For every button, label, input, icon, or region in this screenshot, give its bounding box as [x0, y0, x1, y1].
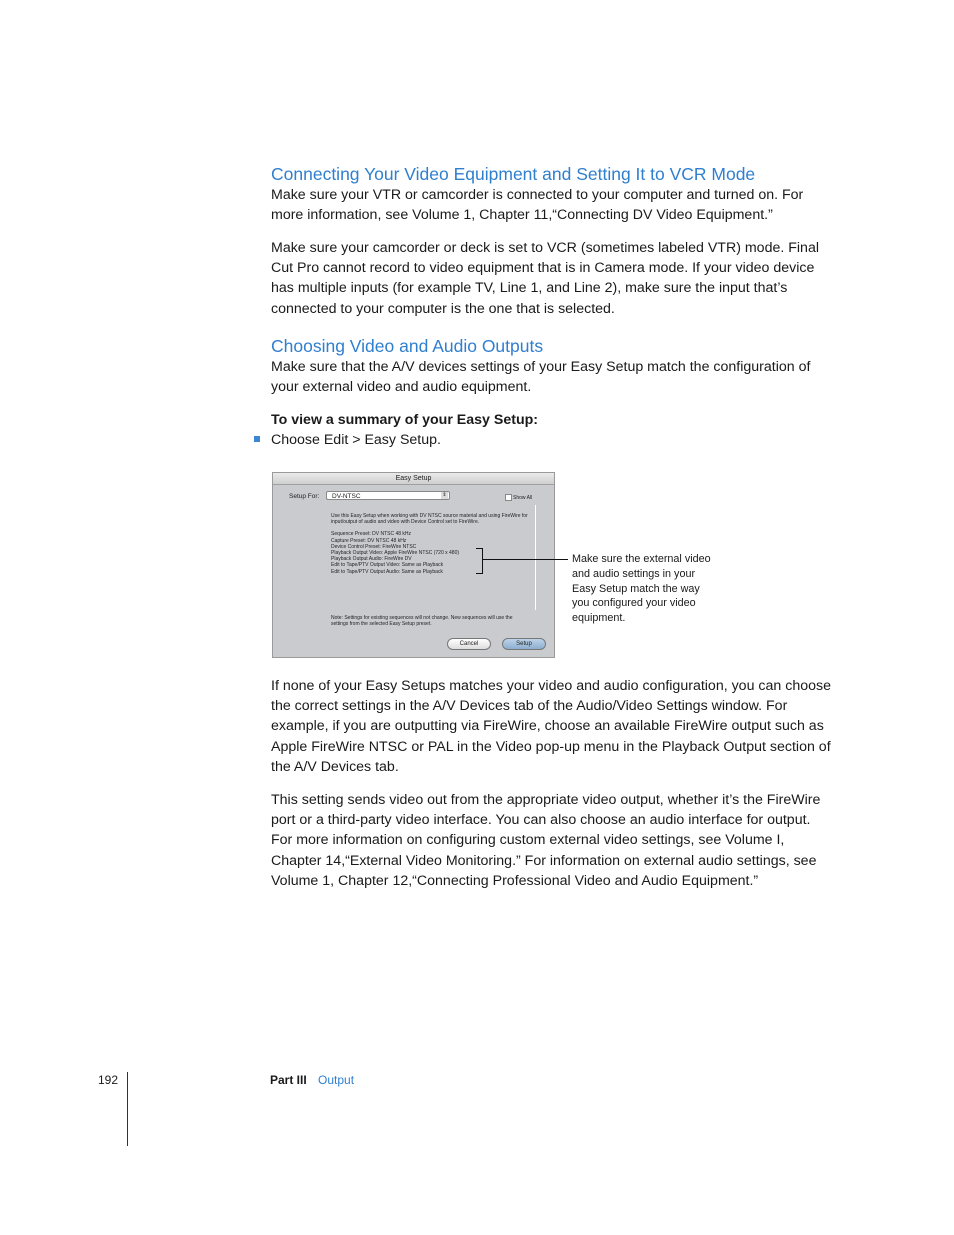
setup-for-label: Setup For:	[289, 493, 320, 500]
detail-line: Sequence Preset: DV NTSC 48 kHz	[331, 531, 412, 538]
detail-line: Edit to Tape/PTV Output Audio: Same as Playback	[331, 568, 443, 575]
description-text: Use this Easy Setup when working with DV NTSC source material and using FireWire for input/output of audio and video with Device Control set to FireWire.	[331, 513, 528, 526]
detail-line: Edit to Tape/PTV Output Video: Same as Playback	[331, 562, 444, 569]
easy-setup-dialog	[272, 472, 555, 658]
paragraph: This setting sends video out from the appropriate video output, whether it’s the FireWire port or a third-party video interface. You can also choose an audio interface for output. For more information on configuring custom external video settings, see Volume I, Chapter 14,“External Video Monitoring.” For information on external audio settings, see Volume 1, Chapter 12,“Connecting Professional Video and Audio Equipment.”	[271, 792, 821, 889]
callout-text: Make sure the external video and audio settings in your Easy Setup match the way you configured your video equipment.	[572, 553, 711, 625]
footer-part: Part III	[270, 1073, 307, 1087]
heading-vcr-mode: Connecting Your Video Equipment and Setting It to VCR Mode	[271, 164, 756, 184]
footer-section: Output	[318, 1073, 355, 1087]
checkbox-icon	[505, 494, 512, 501]
paragraph: Make sure that the A/V devices settings of your Easy Setup match the configuration of your external video and audio equipment.	[271, 359, 811, 396]
callout-line	[483, 559, 568, 560]
task-heading: To view a summary of your Easy Setup:	[271, 412, 539, 428]
footer-divider	[127, 1072, 128, 1146]
show-all-checkbox[interactable]	[505, 494, 532, 501]
bullet-icon	[254, 436, 260, 442]
detail-line: Playback Output Audio: FireWire DV	[331, 556, 412, 563]
step: Choose Edit > Easy Setup.	[271, 432, 441, 448]
select-value: DV-NTSC	[332, 493, 361, 500]
detail-line: Capture Preset: DV NTSC 48 kHz	[331, 537, 407, 544]
heading-outputs: Choosing Video and Audio Outputs	[271, 336, 544, 356]
detail-line: Device Control Preset: FireWire NTSC	[331, 543, 417, 550]
callout-bracket	[476, 548, 483, 574]
show-all-label: Show All	[513, 494, 533, 501]
paragraph: Make sure your VTR or camcorder is connected to your computer and turned on. For more information, see Volume 1, Chapter 11,“Connecting DV Video Equipment.”	[271, 187, 804, 224]
description-panel	[326, 505, 536, 610]
updown-arrow-icon: ⇕	[442, 492, 447, 498]
setup-for-select[interactable]	[326, 491, 450, 500]
setup-button[interactable]: Setup	[502, 638, 546, 650]
paragraph: Make sure your camcorder or deck is set to VCR (sometimes labeled VTR) mode. Final Cut Pro cannot record to video equipment that is in Camera mode. If your video device has multiple inputs (for example TV, Line 1, and Line 2), make sure the input that’s connected to your computer is the one that is selected.	[271, 240, 819, 317]
page-number: 192	[98, 1073, 119, 1087]
detail-line: Playback Output Video: Apple FireWire NTSC (720 x 480)	[331, 550, 460, 557]
paragraph: If none of your Easy Setups matches your video and audio configuration, you can choose the correct settings in the A/V Devices tab of the Audio/Video Settings window. For example, if you are outputting via FireWire, choose an available FireWire output such as Apple FireWire NTSC or PAL in the Video pop-up menu in the Playback Output section of the A/V Devices tab.	[271, 678, 831, 775]
dialog-title: Easy Setup	[273, 473, 554, 485]
dialog-note: Note: Settings for existing sequences will not change. New sequences will use the settings from the selected Easy Setup preset.	[331, 615, 513, 627]
cancel-button[interactable]: Cancel	[447, 638, 491, 650]
